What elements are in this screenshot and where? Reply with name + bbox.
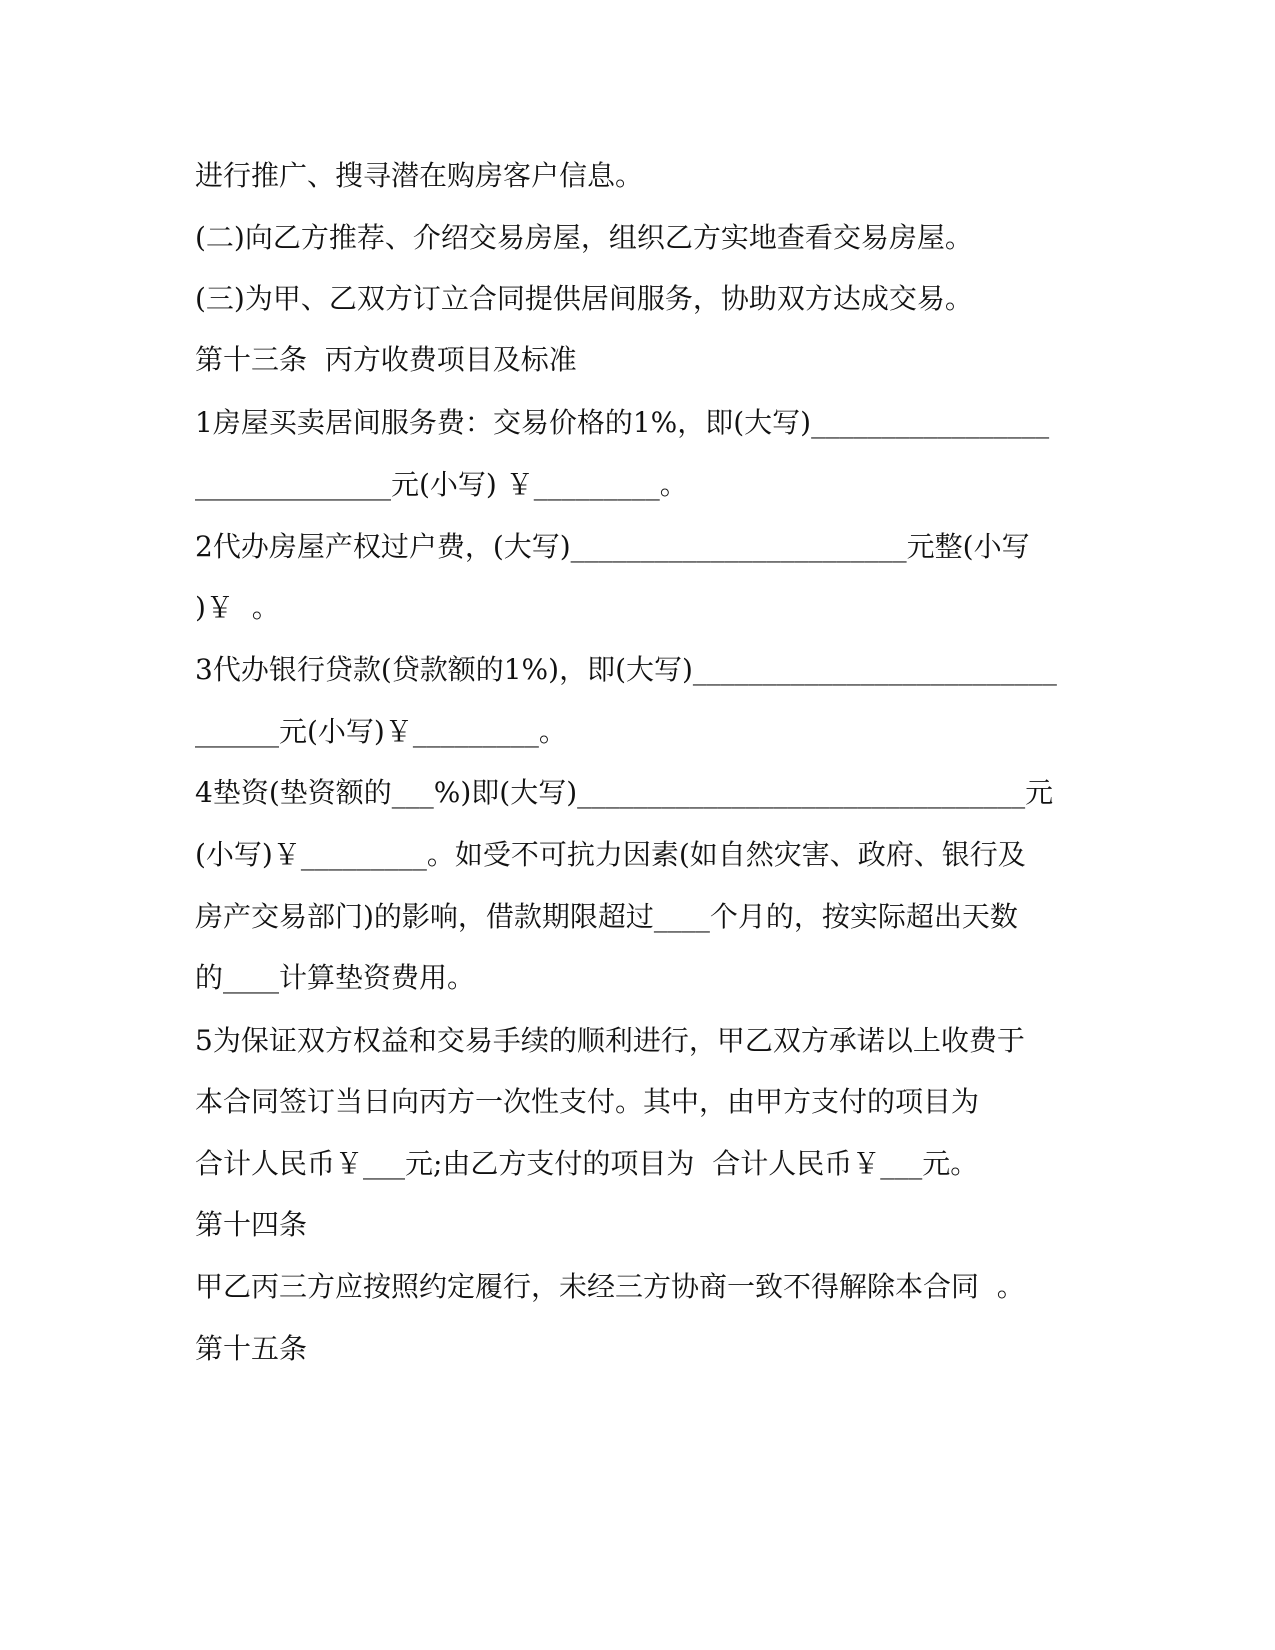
text-line: 合计人民币￥___元;由乙方支付的项目为 合计人民币￥___元。 <box>195 1147 979 1180</box>
text-line: 甲乙丙三方应按照约定履行，未经三方协商一致不得解除本合同 。 <box>195 1270 1025 1303</box>
text-line: 5为保证双方权益和交易手续的顺利进行，甲乙双方承诺以上收费于 <box>195 1024 1025 1057</box>
text-line: 1房屋买卖居间服务费：交易价格的1%，即(大写)_________________ <box>195 406 1050 439</box>
text-line: 房产交易部门)的影响，借款期限超过____个月的，按实际超出天数 <box>195 900 1018 933</box>
text-line: (三)为甲、乙双方订立合同提供居间服务，协助双方达成交易。 <box>195 282 973 315</box>
text-line: 4垫资(垫资额的___%)即(大写)________________________________元 <box>195 776 1054 809</box>
text-line: 进行推广、搜寻潜在购房客户信息。 <box>195 159 644 192</box>
text-line: 本合同签订当日向丙方一次性支付。其中，由甲方支付的项目为 <box>195 1085 980 1118</box>
text-line: ______元(小写)￥_________。 <box>195 715 567 748</box>
section-heading: 第十四条 <box>195 1208 308 1241</box>
text-line: )￥ 。 <box>195 591 280 624</box>
text-line: 的____计算垫资费用。 <box>195 961 476 994</box>
text-line: (小写)￥_________。如受不可抗力因素(如自然灾害、政府、银行及 <box>195 838 1026 871</box>
text-line: (二)向乙方推荐、介绍交易房屋，组织乙方实地查看交易房屋。 <box>195 221 973 254</box>
text-line: 3代办银行贷款(贷款额的1%)，即(大写)__________________________ <box>195 653 1057 686</box>
section-heading: 第十五条 <box>195 1332 308 1365</box>
text-line: 2代办房屋产权过户费，(大写)________________________元整(小写 <box>195 530 1030 563</box>
section-heading: 第十三条 丙方收费项目及标准 <box>195 343 577 376</box>
text-line: ______________元(小写) ￥_________。 <box>195 468 688 501</box>
